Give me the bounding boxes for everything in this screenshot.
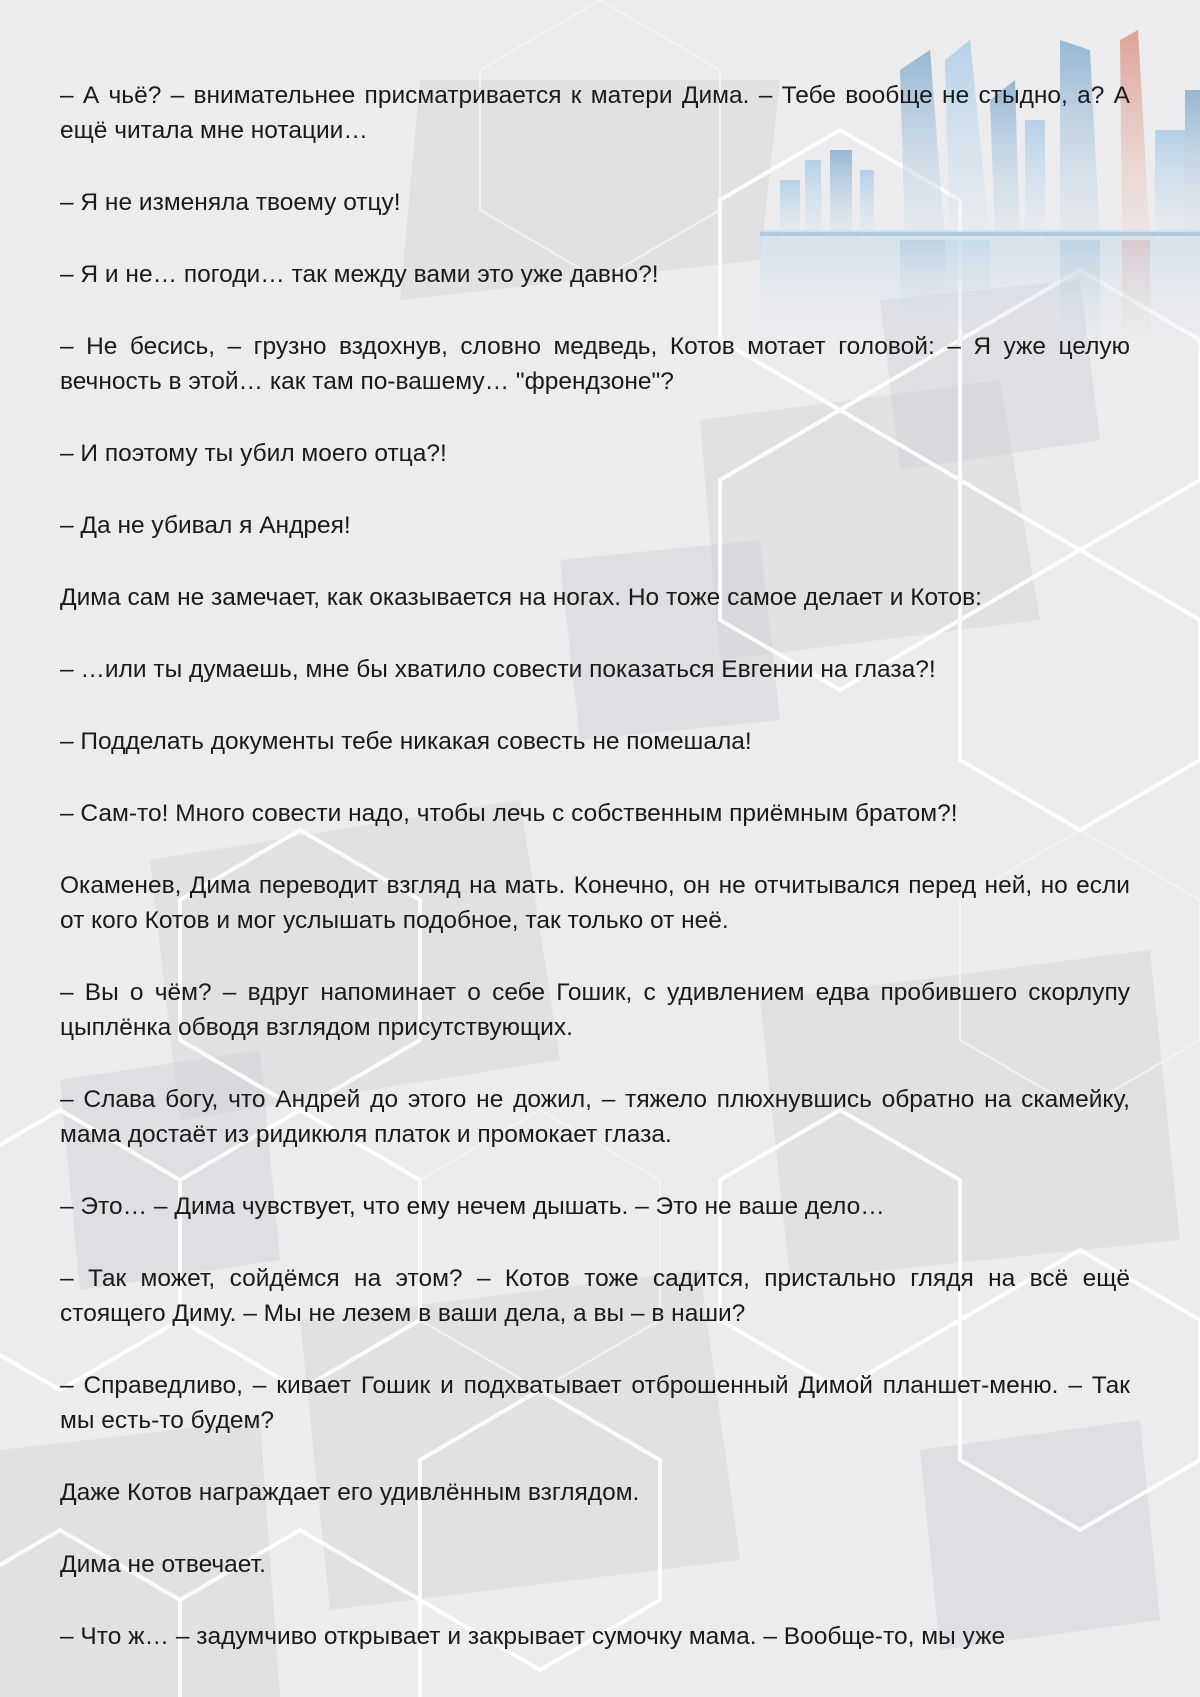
paragraph: – Вы о чём? – вдруг напоминает о себе Гошик, с удивлением едва пробившего скорлупу цыплёнка обводя взглядом присутствующих. <box>60 979 1130 1041</box>
paragraph: – Это… – Дима чувствует, что ему нечем дышать. – Это не ваше дело… <box>60 1193 885 1220</box>
document-page <box>60 78 1130 1654</box>
paragraph: – …или ты думаешь, мне бы хватило совести показаться Евгении на глаза?! <box>60 656 936 683</box>
paragraph: – Сам-то! Много совести надо, чтобы лечь с собственным приёмным братом?! <box>60 800 958 827</box>
paragraph: Окаменев, Дима переводит взгляд на мать. Конечно, он не отчитывался перед ней, но если от кого Котов и мог услышать подобное, так только от неё. <box>60 872 1130 934</box>
paragraph: – А чьё? – внимательнее присматривается к матери Дима. – Тебе вообще не стыдно, а? А ещё читала мне нотации… <box>60 82 1130 144</box>
paragraph: – Я не изменяла твоему отцу! <box>60 189 401 216</box>
paragraph: – Не бесись, – грузно вздохнув, словно медведь, Котов мотает головой: – Я уже целую вечность в этой… как там по-вашему… "френдзоне"? <box>60 333 1130 395</box>
paragraph: – Так может, сойдёмся на этом? – Котов тоже садится, пристально глядя на всё ещё стоящего Диму. – Мы не лезем в ваши дела, а вы – в наши? <box>60 1265 1130 1327</box>
paragraph: – Что ж… – задумчиво открывает и закрывает сумочку мама. – Вообще-то, мы уже <box>60 1623 1006 1650</box>
paragraph: – Я и не… погоди… так между вами это уже давно?! <box>60 261 659 288</box>
paragraph: Дима сам не замечает, как оказывается на ногах. Но тоже самое делает и Котов: <box>60 584 982 611</box>
paragraph: – Да не убивал я Андрея! <box>60 512 351 539</box>
paragraph: – Слава богу, что Андрей до этого не дожил, – тяжело плюхнувшись обратно на скамейку, мама достаёт из ридикюля платок и промокает глаза. <box>60 1086 1130 1148</box>
paragraph: – Подделать документы тебе никакая совесть не помешала! <box>60 728 752 755</box>
paragraph: Даже Котов награждает его удивлённым взглядом. <box>60 1479 640 1506</box>
paragraph: – Справедливо, – кивает Гошик и подхватывает отброшенный Димой планшет-меню. – Так мы есть-то будем? <box>60 1372 1130 1434</box>
paragraph: – И поэтому ты убил моего отца?! <box>60 440 447 467</box>
paragraph: Дима не отвечает. <box>60 1551 266 1578</box>
